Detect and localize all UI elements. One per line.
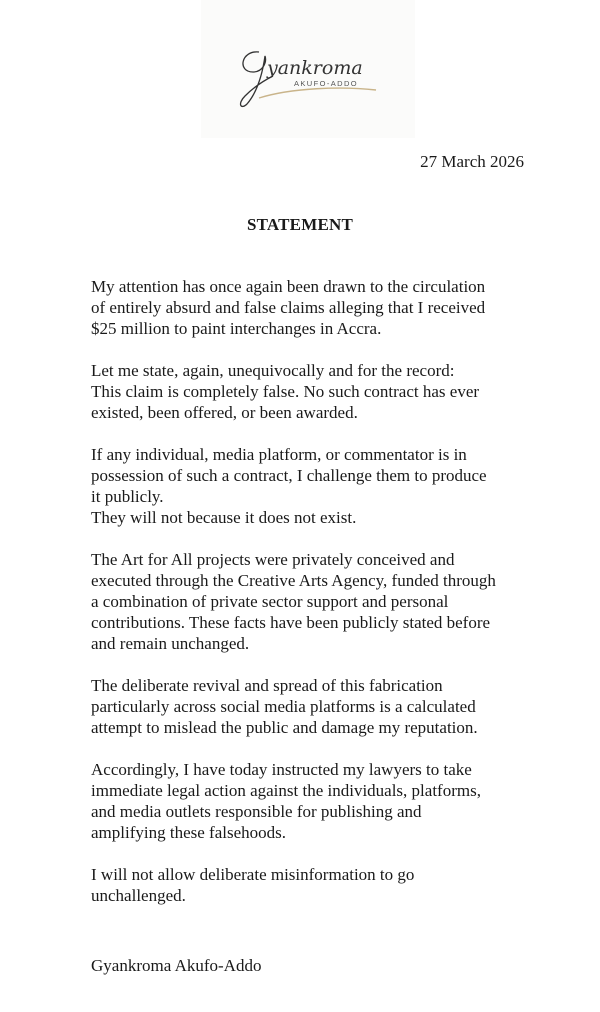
paragraph-1: My attention has once again been drawn to the circulation of entirely absurd and false claims alleging that I received $25 million to paint interchanges in Accra.: [91, 277, 486, 338]
paragraph-5: The deliberate revival and spread of this fabrication particularly across social media platforms is a calculated attempt to mislead the public and damage my reputation.: [91, 676, 478, 737]
paragraph-6: Accordingly, I have today instructed my lawyers to take immediate legal action against the individuals, platforms, and media outlets responsible for publishing and amplifying these falsehoods.: [91, 760, 481, 842]
paragraph-2: Let me state, again, unequivocally and for the record: This claim is completely false. No such contract has ever existed, been offered, or been awarded.: [91, 361, 480, 422]
letterhead-logo: [201, 0, 415, 138]
logo-subtitle: AKUFO-ADDO: [294, 79, 359, 88]
paragraph-3: If any individual, media platform, or commentator is in possession of such a contract, I challenge them to produce it publicly. They will not because it does not exist.: [91, 445, 487, 527]
paragraph-4: The Art for All projects were privately conceived and executed through the Creative Arts Agency, funded through a combination of private sector support and personal contributions. These facts have been publicly stated before and remain unchanged.: [91, 550, 496, 653]
signatory-name: Gyankroma Akufo-Addo: [91, 956, 262, 975]
statement-date: 27 March 2026: [420, 152, 524, 171]
logo-script-text: yankroma: [267, 57, 363, 79]
signature-logo-graphic: [201, 0, 415, 138]
logo-swoosh: [259, 88, 376, 98]
statement-body: [91, 276, 531, 927]
page-title: STATEMENT: [246, 215, 354, 234]
paragraph-7: I will not allow deliberate misinformation to go unchallenged.: [91, 865, 415, 905]
